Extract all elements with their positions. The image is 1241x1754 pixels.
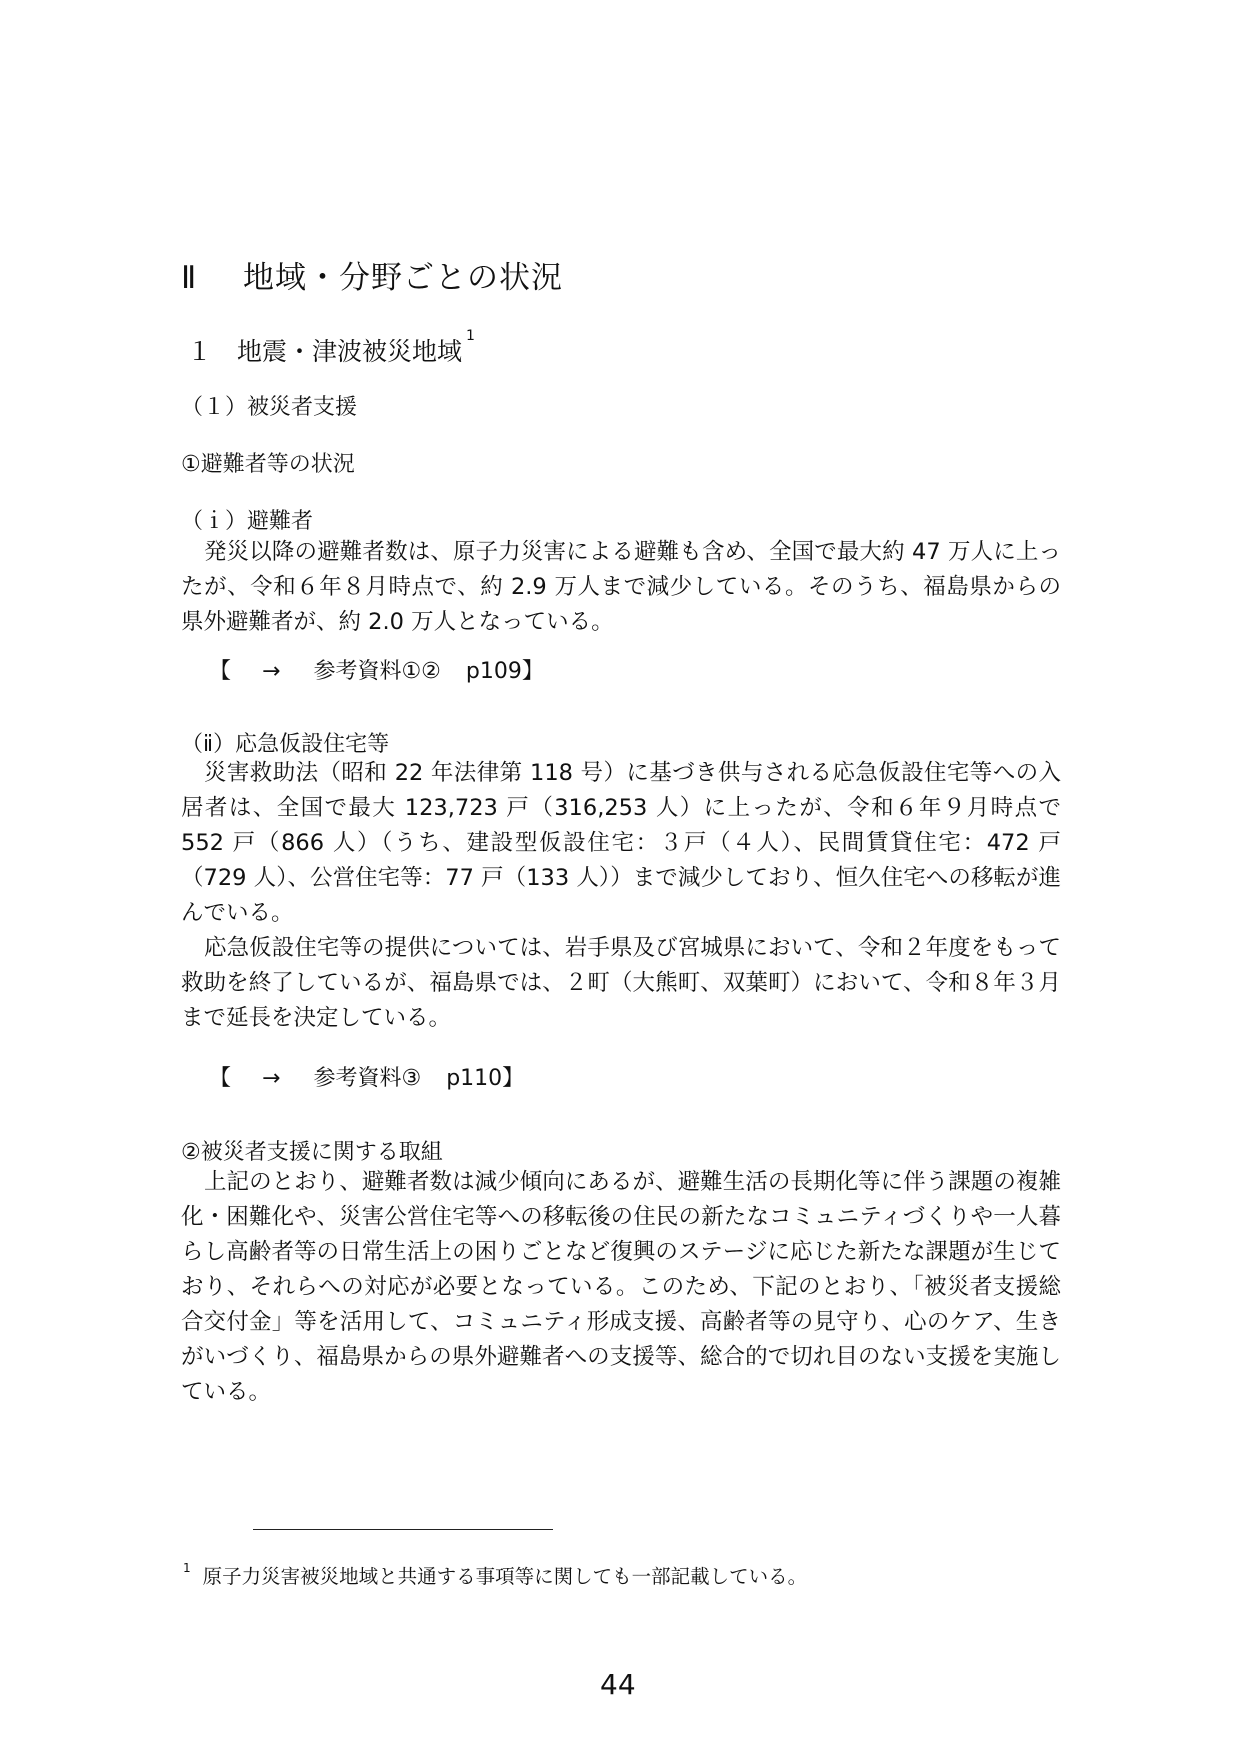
subsection-number: １: [187, 337, 213, 366]
footnote-text: 原子力災害被災地域と共通する事項等に関しても一部記載している。: [202, 1565, 808, 1588]
footnote-mark: 1: [183, 1561, 191, 1575]
heading-support-initiatives: ②被災者支援に関する取組: [181, 1140, 443, 1165]
footnote-divider: [253, 1529, 553, 1530]
heading-temporary-housing: （ⅱ）応急仮設住宅等: [181, 732, 390, 757]
arrow-icon: →: [262, 659, 281, 684]
section-title: 地域・分野ごとの状況: [243, 260, 563, 296]
footnote-reference[interactable]: 1: [466, 328, 475, 344]
reference-link-2[interactable]: [209, 1061, 524, 1092]
ref-page: p110】: [446, 1066, 525, 1091]
paragraph-temporary-housing-text-2: 応急仮設住宅等の提供については、岩手県及び宮城県において、令和２年度をもって救助を終了しているが、福島県では、２町（大熊町、双葉町）において、令和８年３月まで延長を決定している。: [181, 935, 1061, 1031]
subsection-title: 地震・津波被災地域: [237, 337, 463, 366]
arrow-icon: →: [262, 1066, 281, 1091]
ref-label: 参考資料③: [313, 1066, 422, 1091]
paragraph-temporary-housing: [181, 756, 1061, 1036]
paragraph-support-initiatives: [181, 1165, 1061, 1410]
heading-evacuees: （ｉ）避難者: [181, 509, 314, 534]
paragraph-temporary-housing-text-1: 災害救助法（昭和 22 年法律第 118 号）に基づき供与される応急仮設住宅等への入居者は、全国で最大 123,723 戸（316,253 人）に上ったが、令和６年９月時点で 552 戸（866 人）（うち、建設型仮設住宅：３戸（４人）、民間賃貸住宅：472 戸（729 人）、公営住宅等：77 戸（133 人））まで減少しており、恒久住宅への移転が進んでいる。: [181, 760, 1061, 926]
section-number: Ⅱ: [181, 260, 198, 296]
heading-victim-support: （１）被災者支援: [181, 395, 358, 420]
ref-bracket: 【: [209, 659, 232, 684]
ref-label: 参考資料①②: [313, 659, 441, 684]
paragraph-evacuees: [181, 535, 1061, 640]
ref-page: p109】: [465, 659, 544, 684]
footnote: [183, 1561, 807, 1589]
paragraph-evacuees-text: 発災以降の避難者数は、原子力災害による避難も含め、全国で最大約 47 万人に上ったが、令和６年８月時点で、約 2.9 万人まで減少している。そのうち、福島県からの県外避難者が、約 2.0 万人となっている。: [181, 539, 1061, 635]
ref-bracket: 【: [209, 1066, 232, 1091]
section-heading: [181, 252, 563, 297]
subsection-heading: [187, 328, 475, 368]
paragraph-support-initiatives-text: 上記のとおり、避難者数は減少傾向にあるが、避難生活の長期化等に伴う課題の複雑化・困難化や、災害公営住宅等への移転後の住民の新たなコミュニティづくりや一人暮らし高齢者等の日常生活上の困りごとなど復興のステージに応じた新たな課題が生じており、それらへの対応が必要となっている。このため、下記のとおり、「被災者支援総合交付金」等を活用して、コミュニティ形成支援、高齢者等の見守り、心のケア、生きがいづくり、福島県からの県外避難者への支援等、総合的で切れ目のない支援を実施している。: [181, 1169, 1061, 1405]
reference-link-1[interactable]: [209, 654, 544, 685]
heading-evacuee-status: ①避難者等の状況: [181, 452, 355, 477]
page-number: 44: [600, 1668, 636, 1701]
